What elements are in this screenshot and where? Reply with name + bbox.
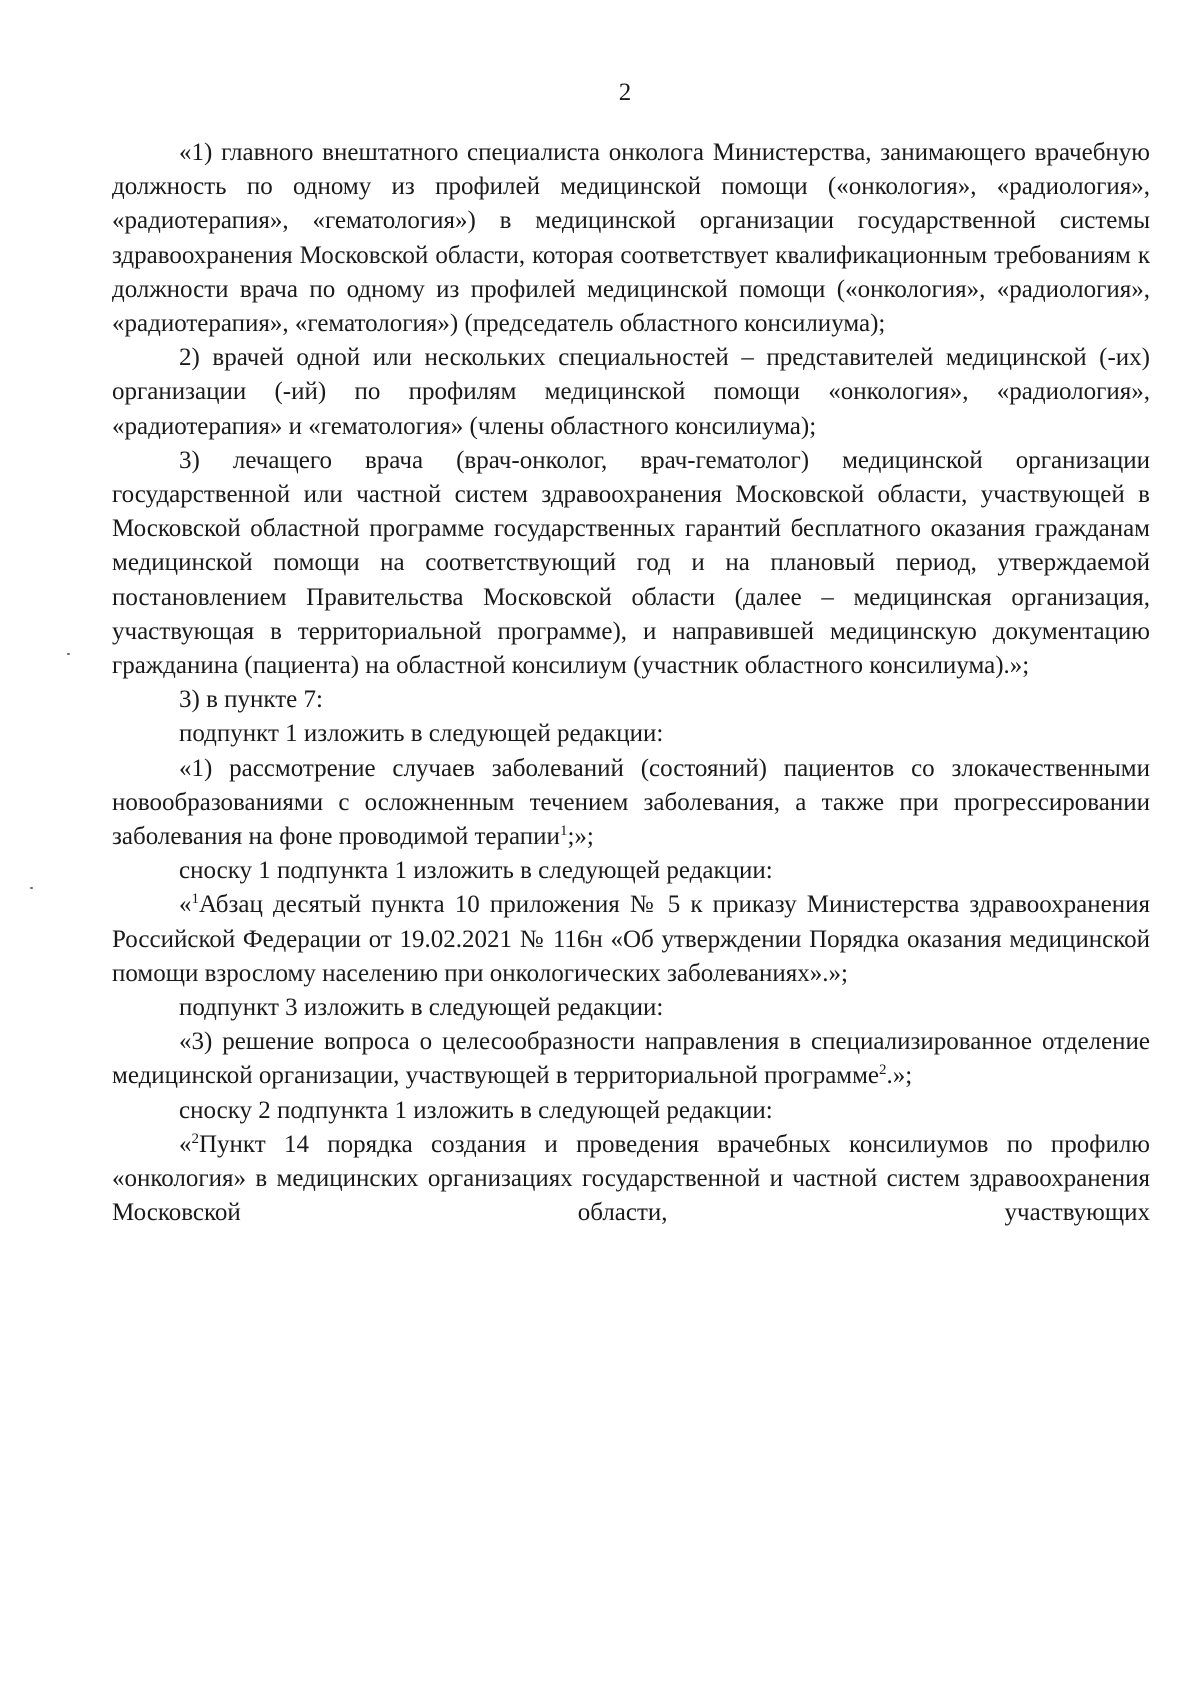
paragraph-subitem-3-intro: подпункт 3 изложить в следующей редакции: (179, 994, 664, 1022)
paragraph-text: .»; (886, 1062, 913, 1090)
paragraph-chairman: «1) главного внештатного специалиста онколога Министерства, занимающего врачебную должность по одному из профилей медицинской помощи («онкология», «радиология», «радиотерапия», «гематология») в медицинской организации государственной системы здравоохранения Московской области, которая соответствует квалификационным требованиям к должности врача по одному из профилей медицинской помощи («онкология», «радиология», «радиотерапия», «гематология») (председатель областного консилиума); (112, 139, 1150, 338)
scan-speck (67, 653, 70, 655)
paragraph-item-7: 3) в пункте 7: (179, 686, 323, 714)
paragraph-subitem-1-text (112, 752, 1150, 855)
paragraph-text: « (179, 1130, 192, 1158)
paragraph-footnote-2-text (112, 1128, 1150, 1231)
paragraph-footnote-2-intro: сноску 2 подпункта 1 изложить в следующей редакции: (179, 1096, 773, 1124)
footnote-marker: 2 (191, 1130, 199, 1147)
page-number: 2 (618, 79, 632, 106)
paragraph-text: « (179, 891, 192, 919)
document-body (112, 136, 1150, 1231)
paragraph-subitem-1-intro: подпункт 1 изложить в следующей редакции: (179, 720, 664, 748)
paragraph-attending-doctor: 3) лечащего врача (врач-онколог, врач-гематолог) медицинской организации государственной или частной систем здравоохранения Московской области, участвующей в Московской областной программе государственных гарантий бесплатного оказания гражданам медицинской помощи на соответствующий год и на плановый период, утверждаемой постановлением Правительства Московской области (далее – медицинская организация, участвующая в территориальной программе), и направившей медицинскую документацию гражданина (пациента) на областной консилиум (участник областного консилиума).»; (112, 446, 1150, 680)
paragraph-footnote-1-intro: сноску 1 подпункта 1 изложить в следующей редакции: (179, 857, 773, 885)
paragraph-subitem-3-text (112, 1025, 1150, 1093)
scan-speck (30, 887, 33, 889)
paragraph-text: Пункт 14 порядка создания и проведения врачебных консилиумов по профилю «онкология» в медицинских организациях государственной и частной систем здравоохранения Московской области, участвующих (112, 1130, 1150, 1227)
paragraph-footnote-1-text (112, 888, 1150, 991)
footnote-marker: 1 (191, 891, 199, 908)
paragraph-text: «3) решение вопроса о целесообразности направления в специализированное отделение медицинской организации, участвующей в территориальной программе (112, 1028, 1150, 1090)
footnote-marker: 2 (879, 1062, 887, 1079)
footnote-marker: 1 (559, 823, 568, 840)
paragraph-text: ;»; (567, 823, 594, 851)
paragraph-text: Абзац десятый пункта 10 приложения № 5 к приказу Министерства здравоохранения Российской Федерации от 19.02.2021 № 116н «Об утверждении Порядка оказания медицинской помощи взрослому населению при онкологических заболеваниях».»; (112, 891, 1150, 987)
paragraph-members: 2) врачей одной или нескольких специальностей – представителей медицинской (-их) организации (-ий) по профилям медицинской помощи «онкология», «радиология», «радиотерапия» и «гематология» (члены областного консилиума); (112, 344, 1150, 440)
paragraph-text: «1) рассмотрение случаев заболеваний (состояний) пациентов со злокачественными новообразованиями с осложненным течением заболевания, а также при прогрессировании заболевания на фоне проводимой терапии (112, 754, 1150, 851)
